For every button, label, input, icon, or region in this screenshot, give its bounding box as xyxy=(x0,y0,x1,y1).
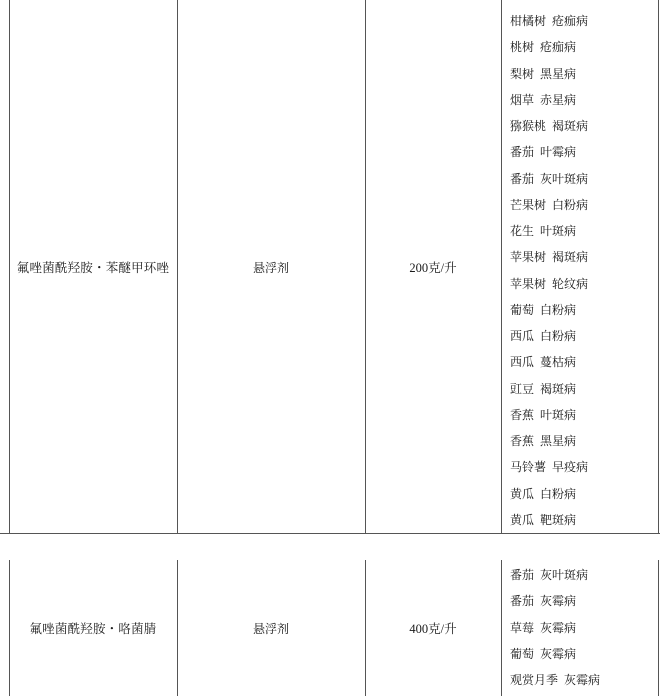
list-item xyxy=(510,349,576,375)
disease-name: 赤星病 xyxy=(540,92,577,107)
crop-name: 草莓 xyxy=(510,620,535,635)
disease-name: 褐斑病 xyxy=(540,381,577,396)
list-item xyxy=(510,562,588,588)
crop-name: 桃树 xyxy=(510,40,535,55)
list-item xyxy=(510,34,576,60)
crop-name: 番茄 xyxy=(510,171,535,186)
disease-name: 灰叶斑病 xyxy=(540,568,589,582)
list-item xyxy=(510,61,576,87)
disease-name: 早疫病 xyxy=(552,460,589,475)
crop-name: 番茄 xyxy=(510,568,535,582)
column-divider xyxy=(501,0,502,534)
list-item xyxy=(510,615,576,641)
disease-name: 白粉病 xyxy=(540,302,577,317)
concentration: 200克/升 xyxy=(409,261,457,275)
crop-name: 烟草 xyxy=(510,92,535,107)
crop-name: 番茄 xyxy=(510,594,535,609)
disease-name: 靶斑病 xyxy=(540,512,577,527)
disease-name: 白粉病 xyxy=(540,486,577,501)
crop-name: 马铃薯 xyxy=(510,460,547,475)
list-item xyxy=(510,402,576,428)
crop-name: 芒果树 xyxy=(510,197,547,212)
disease-name: 灰霉病 xyxy=(564,673,601,687)
list-item xyxy=(510,481,576,507)
disease-name: 疮痂病 xyxy=(540,40,577,55)
list-item xyxy=(510,641,576,667)
disease-name: 黑星病 xyxy=(540,434,577,448)
crop-name: 香蕉 xyxy=(510,434,535,448)
list-item xyxy=(510,139,576,165)
disease-name: 轮纹病 xyxy=(552,276,589,291)
concentration: 400克/升 xyxy=(409,622,457,636)
disease-name: 灰叶斑病 xyxy=(540,171,589,186)
disease-name: 灰霉病 xyxy=(540,646,577,661)
crop-name: 黄瓜 xyxy=(510,486,535,501)
list-item xyxy=(510,507,576,533)
list-item xyxy=(510,244,588,270)
list-item xyxy=(510,271,588,297)
table-block-2 xyxy=(0,560,660,696)
disease-name: 褐斑病 xyxy=(552,119,589,133)
crop-name: 西瓜 xyxy=(510,355,535,370)
crop-name: 猕猴桃 xyxy=(510,119,547,133)
crop-name: 观赏月季 xyxy=(510,673,559,687)
list-item xyxy=(510,192,588,218)
disease-name: 叶霉病 xyxy=(540,145,577,160)
column-divider xyxy=(501,560,502,696)
product-name: 氟唑菌酰羟胺・咯菌腈 xyxy=(29,621,157,636)
disease-name: 白粉病 xyxy=(552,197,589,212)
disease-name: 灰霉病 xyxy=(540,594,577,609)
list-item xyxy=(510,87,576,113)
disease-name: 叶斑病 xyxy=(540,224,577,238)
crop-name: 梨树 xyxy=(510,66,535,81)
list-item xyxy=(510,218,576,244)
crop-name: 柑橘树 xyxy=(510,14,547,28)
crop-name: 豇豆 xyxy=(510,381,535,396)
list-item xyxy=(510,428,576,454)
crop-name: 西瓜 xyxy=(510,329,535,343)
crop-name: 葡萄 xyxy=(510,646,535,661)
column-divider xyxy=(658,0,659,534)
list-item xyxy=(510,588,576,614)
list-item xyxy=(510,376,576,402)
disease-name: 褐斑病 xyxy=(552,250,589,265)
list-item xyxy=(510,113,588,139)
crop-name: 苹果树 xyxy=(510,276,547,291)
list-item xyxy=(510,166,588,192)
list-item xyxy=(510,323,576,349)
formulation: 悬浮剂 xyxy=(252,621,289,636)
column-divider xyxy=(658,560,659,696)
crop-name: 花生 xyxy=(510,224,535,238)
formulation: 悬浮剂 xyxy=(252,260,289,275)
list-item xyxy=(510,667,600,693)
crop-name: 苹果树 xyxy=(510,250,547,265)
disease-name: 黑星病 xyxy=(540,66,577,81)
list-item xyxy=(510,454,588,480)
disease-name: 灰霉病 xyxy=(540,620,577,635)
list-item xyxy=(510,297,576,323)
crop-name: 番茄 xyxy=(510,145,535,160)
disease-name: 蔓枯病 xyxy=(540,355,577,370)
crop-name: 香蕉 xyxy=(510,407,535,422)
disease-name: 叶斑病 xyxy=(540,407,577,422)
crop-name: 黄瓜 xyxy=(510,512,535,527)
disease-name: 白粉病 xyxy=(540,329,577,343)
disease-name: 疮痂病 xyxy=(552,14,589,28)
product-name: 氟唑菌酰羟胺・苯醚甲环唑 xyxy=(16,260,170,275)
list-item xyxy=(510,8,588,34)
crop-name: 葡萄 xyxy=(510,302,535,317)
